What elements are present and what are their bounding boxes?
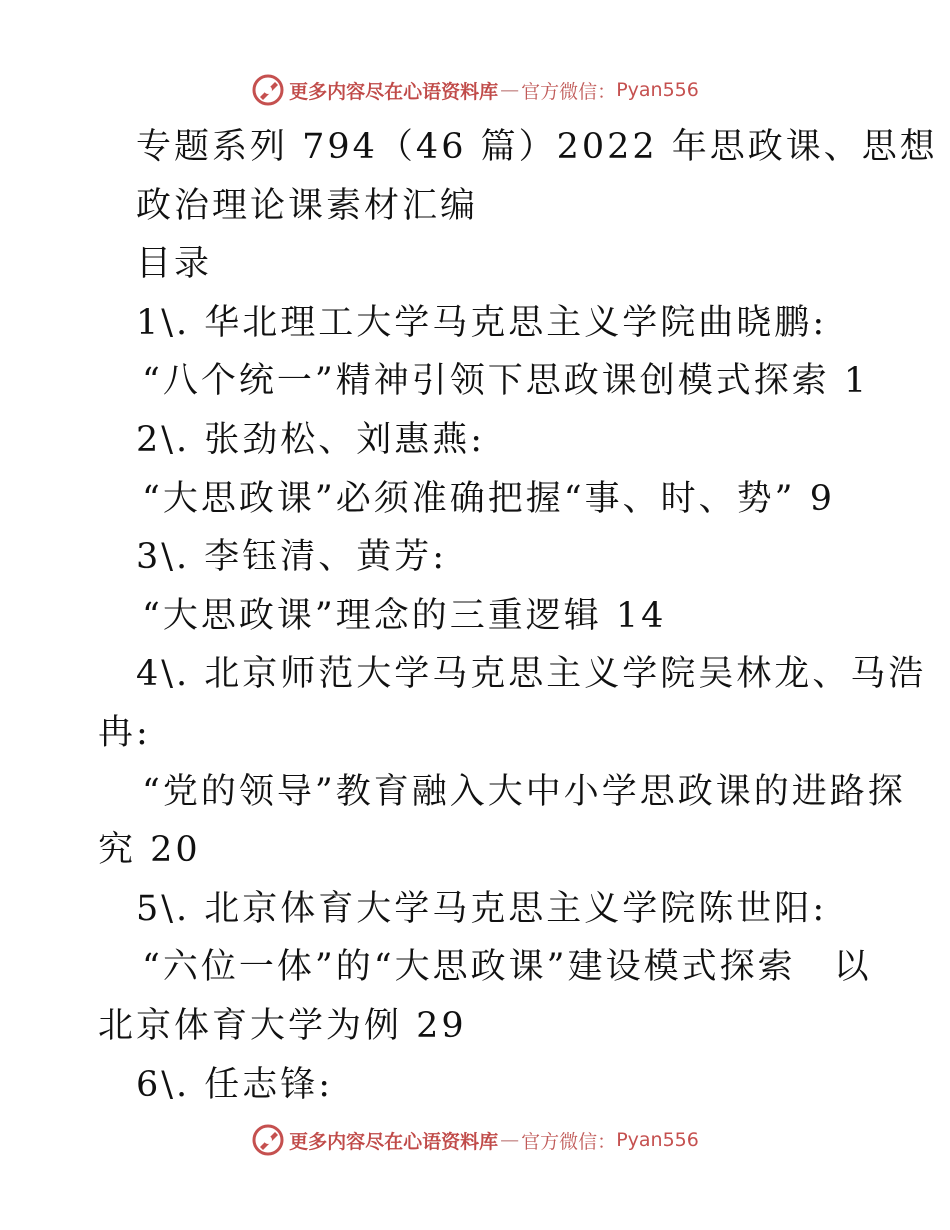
toc-entry-3-author: 3\. 李钰清、黄芳:	[136, 537, 448, 578]
banner-official-text: 官方微信：	[521, 80, 617, 103]
toc-entry-1-title: “八个统一”精神引领下思政课创模式探索 1	[142, 361, 870, 402]
banner-brand-text: 更多内容尽在心语资料库	[289, 80, 499, 103]
toc-entry-2-author: 2\. 张劲松、刘惠燕:	[136, 419, 486, 460]
document-body	[98, 118, 938, 1114]
banner-wechat-id: Pyan556	[616, 79, 699, 101]
banner-wechat-id: Pyan556	[616, 1129, 699, 1151]
document-title-line-2: 政治理论课素材汇编	[136, 185, 479, 226]
toc-heading: 目录	[136, 244, 213, 285]
seal-pen-logo-icon	[251, 73, 285, 107]
toc-entry-6-author: 6\. 任志锋:	[136, 1064, 334, 1105]
banner-separator: —	[500, 1129, 520, 1151]
toc-entry-4-author-line-1: 4\. 北京师范大学马克思主义学院吴林龙、马浩	[136, 654, 927, 695]
banner-official-text: 官方微信：	[521, 1130, 617, 1153]
toc-entry-4-title-line-1: “党的领导”教育融入大中小学思政课的进路探	[142, 771, 906, 812]
seal-pen-logo-icon	[251, 1123, 285, 1157]
banner-separator: —	[500, 79, 520, 101]
banner-brand-text: 更多内容尽在心语资料库	[289, 1130, 499, 1153]
toc-entry-1-author: 1\. 华北理工大学马克思主义学院曲晓鹏:	[136, 302, 828, 343]
toc-entry-5-title-line-1: “六位一体”的“大思政课”建设模式探索 以	[142, 947, 872, 988]
toc-entry-4-author-line-2: 冉:	[98, 712, 151, 753]
toc-entry-5-title-line-2: 北京体育大学为例 29	[98, 1005, 467, 1046]
toc-entry-4-title-line-2: 究 20	[98, 830, 201, 871]
header-banner	[0, 70, 950, 110]
toc-entry-2-title: “大思政课”必须准确把握“事、时、势” 9	[142, 478, 835, 519]
footer-banner	[0, 1120, 950, 1160]
toc-entry-3-title: “大思政课”理念的三重逻辑 14	[142, 595, 667, 636]
document-title-line-1: 专题系列 794（46 篇）2022 年思政课、思想	[136, 127, 938, 167]
toc-entry-5-author: 5\. 北京体育大学马克思主义学院陈世阳:	[136, 888, 828, 929]
